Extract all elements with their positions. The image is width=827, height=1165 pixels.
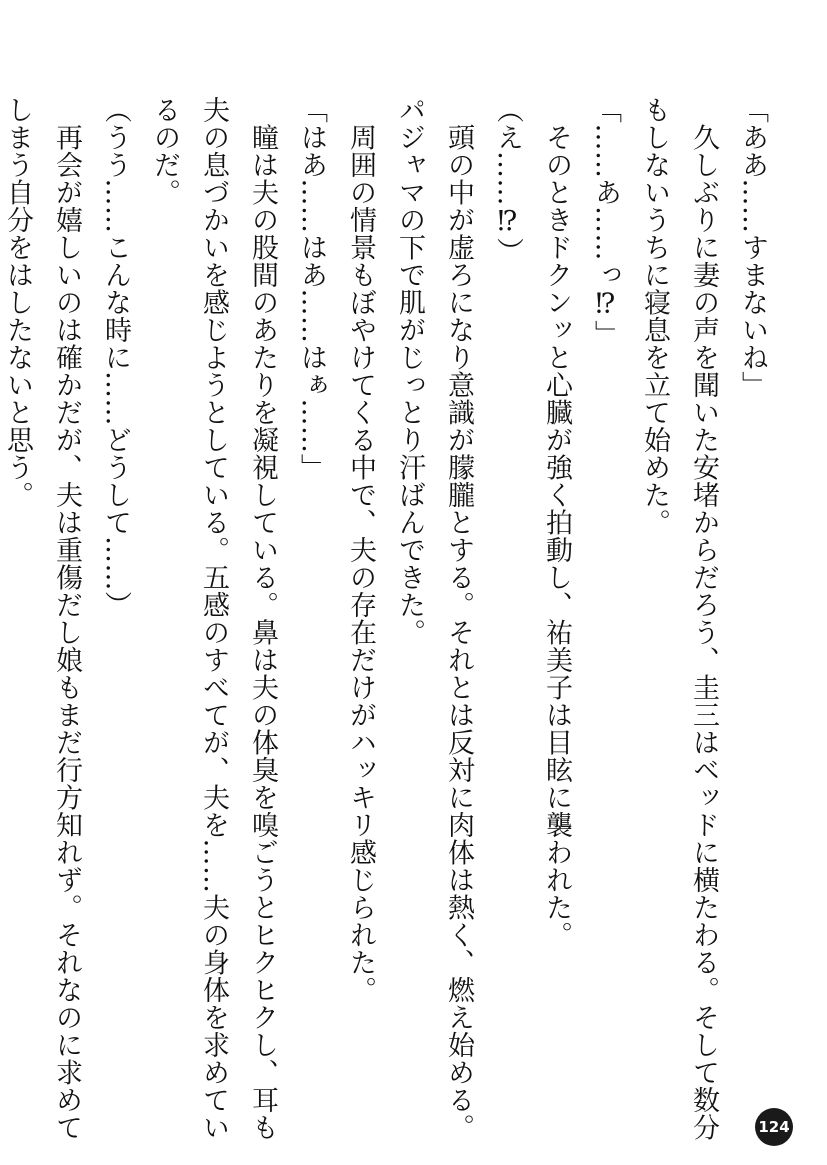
text-line: しまう自分をはしたないと思う。 [2,96,33,509]
text-line: （うう……こんな時に……どうして……） [100,96,131,619]
text-line: 周囲の情景もぼやけてくる中で、夫の存在だけがハッキリ感じられた。 [345,96,376,1004]
text-line: 「ああ……すまないね」 [737,96,768,399]
text-line: 夫の息づかいを感じようとしている。五感のすべてが、夫を……夫の身体を求めてい [198,96,229,1141]
page-number-badge: 124 [755,1108,793,1146]
text-line: 頭の中が虚ろになり意識が朦朧とする。それとは反対に肉体は熱く、燃え始める。 [443,96,474,1141]
text-line: （え……⁉） [492,96,523,265]
text-line: 「はあ……はあ……はぁ……」 [296,96,327,481]
text-line: そのときドクンッと心臓が強く拍動し、祐美子は目眩に襲われた。 [541,96,572,949]
text-line: るのだ。 [149,96,180,206]
text-line: 久しぶりに妻の声を聞いた安堵からだろう、圭三はベッドに横たわる。そして数分 [688,96,719,1141]
text-line: 「……あ……っ⁉」 [590,96,621,348]
text-line: もしないうちに寝息を立て始めた。 [639,96,670,536]
text-line: 瞳は夫の股間のあたりを凝視している。鼻は夫の体臭を嗅ごうとヒクヒクし、耳も [247,96,278,1141]
text-line: パジャマの下で肌がじっとり汗ばんできた。 [394,96,425,646]
text-line: 再会が嬉しいのは確かだが、夫は重傷だし娘もまだ行方知れず。それなのに求めて [51,96,82,1141]
